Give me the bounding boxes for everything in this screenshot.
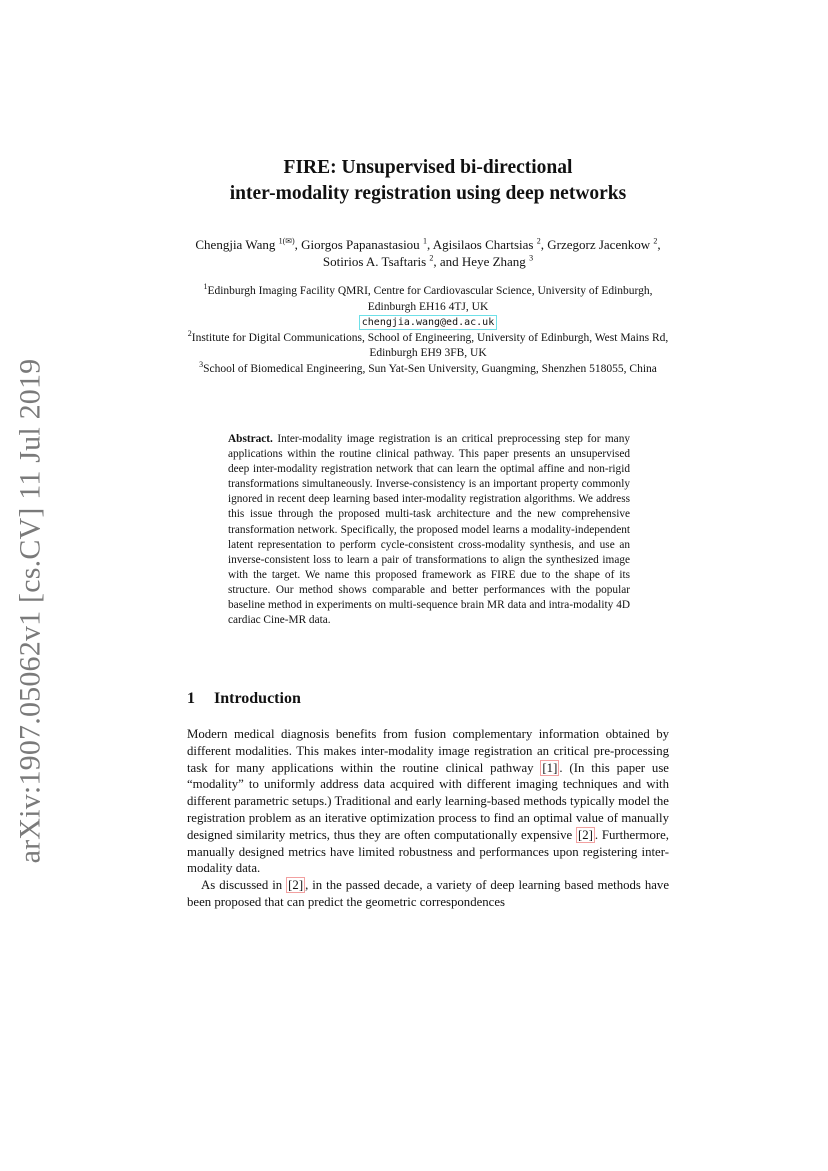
author-affiliation-mark: 1 <box>422 236 427 246</box>
author-affiliation-mark: 2 <box>536 236 541 246</box>
abstract-label: Abstract. <box>228 433 273 445</box>
text-run: . Furthermore, manually designed metrics have limited robustness and performances upon registering inter-modality data. <box>187 827 669 876</box>
paragraph <box>187 877 669 911</box>
affiliation-text: Edinburgh Imaging Facility QMRI, Centre for Cardiovascular Science, University of Edinburgh, Edinburgh EH16 4TJ, UK <box>207 285 653 313</box>
title-line-1: FIRE: Unsupervised bi-directional <box>283 157 573 178</box>
affiliation-mark: 1 <box>203 282 208 292</box>
author-email-link[interactable]: chengjia.wang@ed.ac.uk <box>359 315 497 330</box>
citation-link[interactable]: [2] <box>577 827 593 842</box>
affiliation-mark: 2 <box>187 328 192 338</box>
section-number: 1 <box>187 690 195 707</box>
affiliation-mark: 3 <box>199 360 204 370</box>
abstract-text: Inter-modality image registration is an critical preprocessing step for many applications within the routine clinical pathway. This paper presents an unsupervised deep inter-modality registration network that can learn the optimal affine and non-rigid transformations simultaneously. Inverse-consistency is an important property commonly ignored in recent deep learning based inter-modality registration algorithms. We address this issue through the proposed multi-task architecture and the new comprehensive transformation network. Specifically, the proposed model learns a modality-independent latent representation to perform cycle-consistent cross-modality synthesis, and use an inverse-consistent loss to learn a pair of transformations to align the synthesized image with the target. We name this proposed framework as FIRE due to the shape of its structure. Our method shows comparable and better performances with the popular baseline method in experiments on multi-sequence brain MR data and intra-modality 4D cardiac Cine-MR data. <box>228 433 630 627</box>
author-affiliation-mark: 2 <box>653 236 658 246</box>
author-list: Chengjia Wang $^{1(✉)}$, Giorgos Papanastasiou $^1$, Agisilaos Chartsias $^2$, Grzegorz Jacenkow $^2$, Sotirios A. Tsaftaris $^2$, and Heye Zhang $^3$ <box>195 236 661 269</box>
affiliation-1 <box>187 284 669 315</box>
affiliations <box>187 284 669 378</box>
text-run: Modern medical diagnosis benefits from fusion complementary information obtained by different modalities. This makes inter-modality image registration an critical pre-processing task for many applications within the routine clinical pathway <box>187 727 669 775</box>
author-name: Chengjia Wang <box>195 237 276 252</box>
citation-link[interactable]: [2] <box>288 878 304 893</box>
abstract <box>228 432 630 628</box>
title-line-2: inter-modality registration using deep networks <box>229 183 627 204</box>
text-run: As discussed in <box>201 878 287 893</box>
section-title: Introduction <box>214 690 301 707</box>
affiliation-3 <box>187 362 669 378</box>
citation-link[interactable]: [1] <box>542 760 558 775</box>
paragraph <box>187 726 669 877</box>
arxiv-identifier: arXiv:1907.05062v1 [cs.CV] 11 Jul 2019 <box>13 358 47 864</box>
author-affiliation-mark: 3 <box>529 253 534 263</box>
affiliation-text: School of Biomedical Engineering, Sun Yat-Sen University, Guangming, Shenzhen 518055, China <box>203 362 657 375</box>
author-affiliation-mark: 2 <box>429 253 434 263</box>
author-name: Grzegorz Jacenkow <box>547 237 651 252</box>
body-text <box>187 726 669 911</box>
affiliation-text: Institute for Digital Communications, School of Engineering, University of Edinburgh, West Mains Rd, Edinburgh EH9 3FB, UK <box>191 331 669 360</box>
paper-title <box>187 155 669 207</box>
author-name: Giorgos Papanastasiou <box>301 237 420 252</box>
author-name: Heye Zhang <box>461 254 526 269</box>
author-name: Agisilaos Chartsias <box>432 237 534 252</box>
section-heading <box>187 690 669 708</box>
author-affiliation-mark: 1(✉) <box>278 236 295 246</box>
affiliation-2 <box>187 328 669 362</box>
text-run: , in the passed decade, a variety of deep learning based methods have been proposed that can predict the geometric correspondences <box>187 878 669 909</box>
text-run: . (In this paper use “modality” to uniformly address data acquired with different imaging techniques and with different parametric setups.) Traditional and early learning-based methods typically model the registration problem as an iterative optimization process to find an optimal value of manually designed similarity metrics, thus they are often computationally expensive <box>187 760 669 842</box>
author-name: Sotirios A. Tsaftaris <box>322 254 427 269</box>
arxiv-sidebar <box>12 358 48 864</box>
